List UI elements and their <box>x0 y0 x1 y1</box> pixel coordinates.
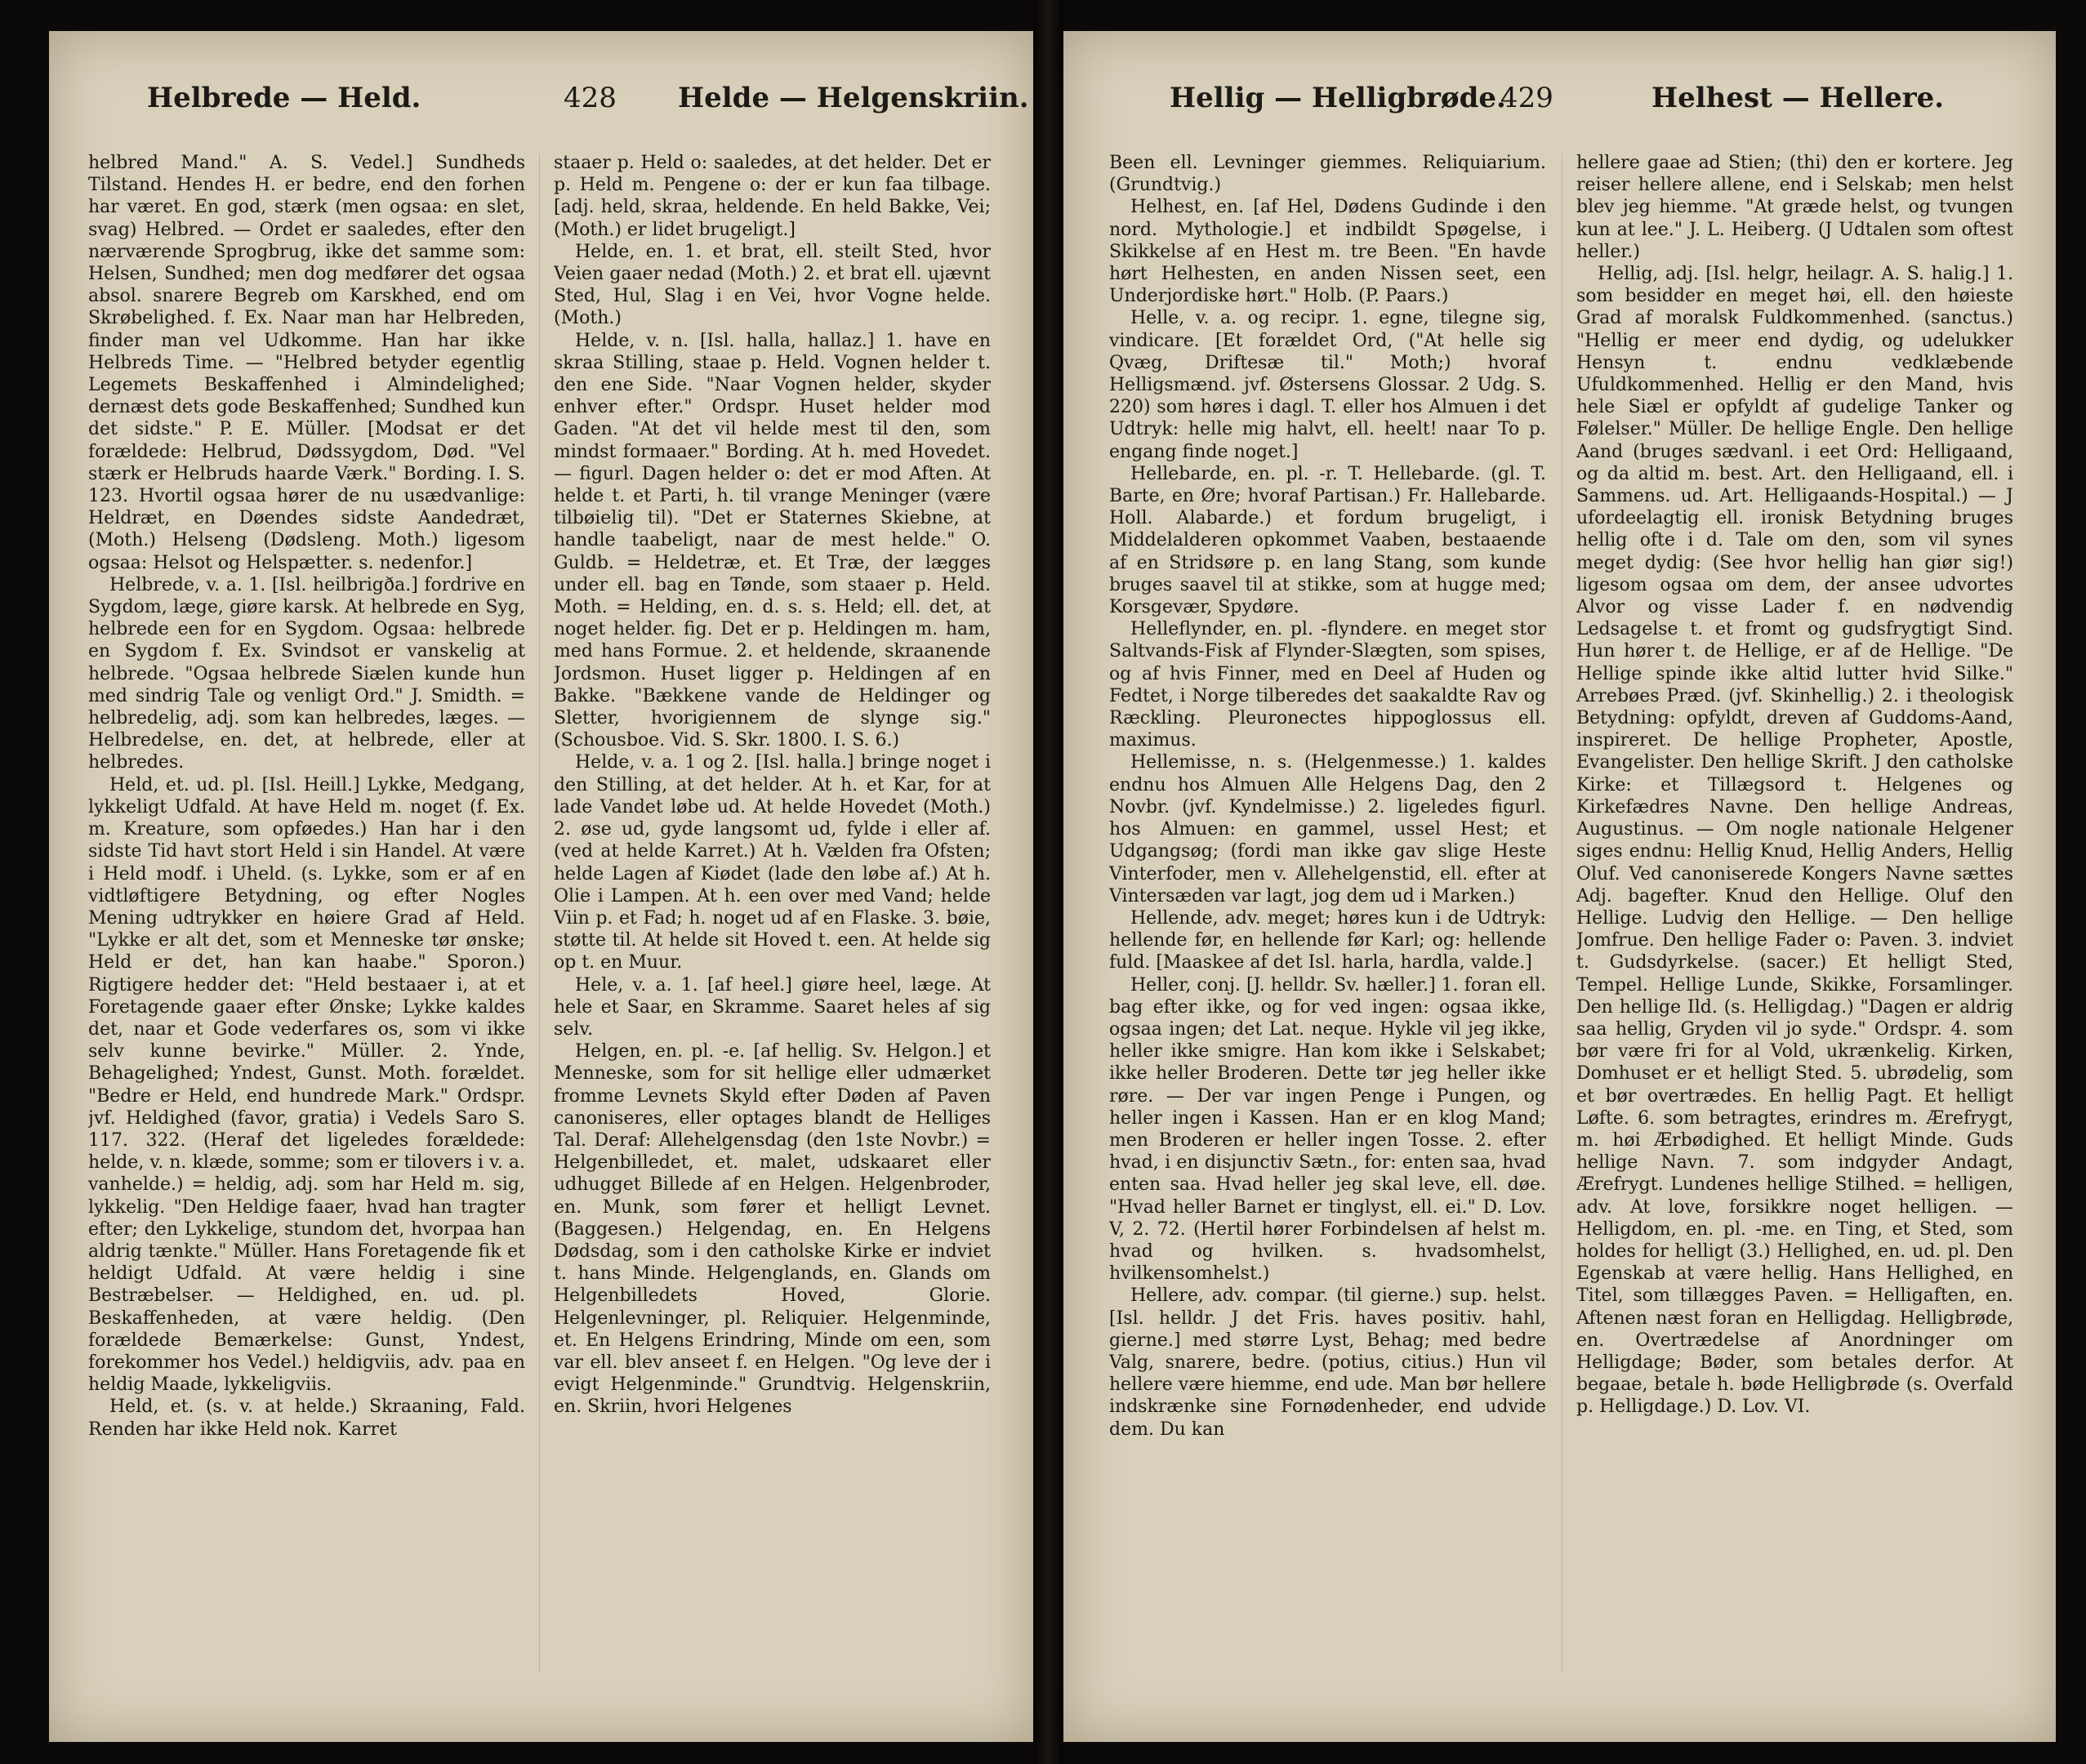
header-guide-word-left: Helbrede — Held. <box>147 82 421 114</box>
entry-paragraph: Hellende, adv. meget; høres kun i de Udtryk: hellende før, en hellende før Karl; og: hellende fuld. [Maaskee af det Isl. harla, hardla, valde.] <box>1109 907 1546 973</box>
column-divider <box>539 154 540 1673</box>
entry-paragraph: Helde, v. a. 1 og 2. [Isl. halla.] bringe noget i den Stilling, at det helder. At h. et Kar, for at lade Vandet løbe ud. At helde Hovedet (Moth.) 2. øse ud, gyde langsomt ud, fylde i eller af. (ved at helde Karret.) At h. Vælden fra Ofsten; helde Lagen af Kiødet (lade den løbe af.) At h. Olie i Lampen. At h. een over med Vand; helde Viin p. et Fad; h. noget ud af en Flaske. 3. bøie, støtte til. At helde sit Hoved t. een. At helde sig op t. en Muur. <box>554 752 991 973</box>
entry-paragraph: Held, et. (s. v. at helde.) Skraaning, Fald. Renden har ikke Held nok. Karret <box>88 1396 525 1440</box>
left-page <box>49 31 1033 1742</box>
right-page <box>1063 31 2056 1742</box>
entry-paragraph: Helde, v. n. [Isl. halla, hallaz.] 1. have en skraa Stilling, staae p. Held. Vognen helder t. den ene Side. "Naar Vognen helder, skyder enhver efter." Ordspr. Huset helder mod Gaden. "At det vil helde mest til den, som mindst formaaer." Bording. At h. med Hovedet. — figurl. Dagen helder o: det er mod Aften. At helde t. et Parti, h. til vrange Meninger (være tilbøielig til). "Det er Staternes Skiebne, at handle taabeligt, naar de mest helde." O. Guldb. = Heldetræ, et. Et Træ, der lægges under ell. bag en Tønde, som staaer p. Held. Moth. = Helding, en. d. s. s. Held; ell. det, at noget helder. fig. Det er p. Heldingen m. ham, med hans Formue. 2. et heldende, skraanende Jordsmon. Huset ligger p. Heldingen af en Bakke. "Bækkene vande de Heldinger og Sletter, hvorigiennem de slynge sig." (Schousboe. Vid. S. Skr. 1800. I. S. 6.) <box>554 330 991 751</box>
entry-paragraph: Hele, v. a. 1. [af heel.] giøre heel, læge. At hele et Saar, en Skramme. Saaret heles af sig selv. <box>554 974 991 1040</box>
entry-paragraph: Helbrede, v. a. 1. [Isl. heilbrigða.] fordrive en Sygdom, læge, giøre karsk. At helbrede en Syg, helbrede een for en Sygdom. Ogsaa: helbrede en Sygdom f. Ex. Svindsot er vanskelig at helbrede. "Ogsaa helbrede Siælen kunde hun med sindrig Tale og venligt Ord." J. Smidth. = helbredelig, adj. som kan helbredes, læges. — Helbredelse, en. det, at helbrede, eller at helbredes. <box>88 574 525 773</box>
entry-paragraph: staaer p. Held o: saaledes, at det helder. Det er p. Held m. Pengene o: der er kun faa tilbage. [adj. held, skraa, heldende. En held Bakke, Vei; (Moth.) er lidet brugeligt.] <box>554 153 991 240</box>
page-number: 428 <box>564 82 617 114</box>
entry-paragraph: Hellere, adv. compar. (til gierne.) sup. helst. [Isl. helldr. J det Fris. haves positiv. hahl, gierne.] med større Lyst, Behag; med bedre Valg, snarere, bedre. (potius, citius.) Hun vil hellere være hiemme, end ude. Man bør hellere indskrænke sine Fornødenheder, end udvide dem. Du kan <box>1109 1285 1546 1440</box>
entry-paragraph: Helleflynder, en. pl. -flyndere. en meget stor Saltvands-Fisk af Flynder-Slægten, som spises, og af hvis Finner, med en Deel af Huden og Fedtet, i Norge tilberedes det saakaldte Rav og Ræckling. Pleuronectes hippoglossus ell. maximus. <box>1109 619 1546 751</box>
entry-paragraph: Helgen, en. pl. -e. [af hellig. Sv. Helgon.] et Menneske, som for sit hellige eller udmærket fromme Levnets Skyld efter Døden af Paven canoniseres, eller optages blandt de Helliges Tal. Deraf: Allehelgensdag (den 1ste Novbr.) = Helgenbilledet, et. malet, udskaaret eller udhugget Billede af en Helgen. Helgenbroder, en. Munk, som fører et helligt Levnet. (Baggesen.) Helgendag, en. En Helgens Dødsdag, som i den catholske Kirke er indviet t. hans Minde. Helgenglands, en. Glands om Helgenbilledets Hoved, Glorie. Helgenlevninger, pl. Reliquier. Helgenminde, et. En Helgens Erindring, Minde om een, som var ell. blev anseet f. en Helgen. "Og leve der i evigt Helgenminde." Grundtvig. Helgenskriin, en. Skriin, hvori Helgenes <box>554 1041 991 1418</box>
right-page-column-1 <box>1109 152 1546 1679</box>
entry-paragraph: Helle, v. a. og recipr. 1. egne, tilegne sig, vindicare. [Et forældet Ord, ("At helle sig Qvæg, Driftesæ til." Moth;) hvoraf Helligsmænd. jvf. Østersens Glossar. 2 Udg. S. 220) som høres i dagl. T. eller hos Almuen i det Udtryk: helle mig halvt, ell. heelt! naar To p. engang finde noget.] <box>1109 308 1546 462</box>
left-page-column-1 <box>88 152 525 1679</box>
right-page-column-2 <box>1576 152 2013 1679</box>
page-number: 429 <box>1500 82 1553 114</box>
book-spine <box>1033 0 1063 1764</box>
entry-paragraph: Held, et. ud. pl. [Isl. Heill.] Lykke, Medgang, lykkeligt Udfald. At have Held m. noget (f. Ex. m. Kreature, som opføedes.) Han har i den sidste Tid havt stort Held i sin Handel. At være i Held modf. i Uheld. (s. Lykke, som er af en vidtløftigere Betydning, og efter Nogles Mening udtrykker en høiere Grad af Held. "Lykke er alt det, som et Menneske tør ønske; Held er det, han kan haabe." Sporon.) Rigtigere hedder det: "Held bestaaer i, at et Foretagende gaaer efter Ønske; Lykke kaldes det, naar et Gode vederfares os, som vi ikke selv kunne bevirke." Müller. 2. Ynde, Behagelighed; Yndest, Gunst. Moth. forældet. "Bedre er Held, end hundrede Mark." Ordspr. jvf. Heldighed (favor, gratia) i Vedels Saro S. 117. 322. (Heraf det ligeledes forældede: helde, v. n. klæde, somme; som er tilovers i v. a. vanhelde.) = heldig, adj. som har Held m. sig, lykkelig. "Den Heldige faaer, hvad han tragter efter; den Lykkelige, stundom det, hvorpaa han aldrig tænkte." Müller. Hans Foretagende fik et heldigt Udfald. At være heldig i sine Bestræbelser. — Heldighed, en. ud. pl. Beskaffenheden, at være heldig. (Den forældede Bemærkelse: Gunst, Yndest, forekommer hos Vedel.) heldigviis, adv. paa en heldig Maade, lykkeligviis. <box>88 774 525 1396</box>
entry-paragraph: Helde, en. 1. et brat, ell. steilt Sted, hvor Veien gaaer nedad (Moth.) 2. et brat ell. ujævnt Sted, Hul, Slag i en Vei, hvor Vogne helde. (Moth.) <box>554 241 991 329</box>
right-page-header <box>1063 82 2056 139</box>
entry-paragraph: Hellemisse, n. s. (Helgenmesse.) 1. kaldes endnu hos Almuen Alle Helgens Dag, den 2 Novbr. (jvf. Kyndelmisse.) 2. ligeledes figurl. hos Almuen: en gammel, ussel Hest; et Udgangsøg; (fordi man ikke gav slige Heste Vinterfoder, men v. Allehelgenstid, ell. efter at Vintersæden var lagt, jog dem ud i Marken.) <box>1109 752 1546 906</box>
entry-paragraph: Been ell. Levninger giemmes. Reliquiarium. (Grundtvig.) <box>1109 153 1546 196</box>
left-page-header <box>49 82 1033 139</box>
header-guide-word-right: Helhest — Hellere. <box>1651 82 1945 114</box>
entry-paragraph: Hellig, adj. [Isl. helgr, heilagr. A. S. halig.] 1. som besidder en meget høi, ell. den høieste Grad af moralsk Fuldkommenhed. (sanctus.) "Hellig er meer end dydig, og udelukker Hensyn t. endnu vedklæbende Ufuldkommenhed. Hellig er den Mand, hvis hele Siæl er opfyldt af gudelige Tanker og Følelser." Müller. De hellige Engle. Den hellige Aand (bruges sædvanl. i eet Ord: Helligaand, og da altid m. best. Art. den Helligaand, ell. i Sammens. ud. Art. Helligaands-Hospital.) — J ufordeelagtig ell. ironisk Betydning bruges hellig ofte i d. Tale om den, som vil synes meget dydig: (See hvor hellig han giør sig!) ligesom ogsaa om dem, der anseе udvortes Alvor og visse Lader f. en nødvendig Ledsagelse t. et fromt og gudsfrygtigt Sind. Hun hører t. de Hellige, er af de Hellige. "De Hellige spinde ikke altid lutter hvid Silke." Arrebøes Præd. (jvf. Skinhellig.) 2. i theologisk Betydning: opfyldt, dreven af Guddoms-Aand, inspireret. De hellige Propheter, Apostle, Evangelister. Den hellige Skrift. J den catholske Kirke: et Tillægsord t. Helgenes og Kirkefædres Navne. Den hellige Andreas, Augustinus. — Om nogle nationale Helgener siges endnu: Hellig Knud, Hellig Anders, Hellig Oluf. Ved canoniserede Kongers Navne sættes Adj. bagefter. Knud den Hellige. Oluf den Hellige. Ludvig den Hellige. — Den hellige Jomfrue. Den hellige Fader o: Paven. 3. indviet t. Gudsdyrkelse. (sacer.) Et helligt Sted, Tempel. Hellige Lunde, Skikke, Forsamlinger. Den hellige Ild. (s. Helligdag.) "Dagen er aldrig saa hellig, Gryden vil jo syde." Ordspr. 4. som bør være fri for al Vold, ukrænkelig. Kirken, Domhuset er et helligt Sted. 5. ubrødelig, som et bør overtrædes. En hellig Pagt. Et helligt Løfte. 6. som betragtes, erindres m. Ærefrygt, m. høi Ærbødighed. Et helligt Minde. Guds hellige Navn. 7. som indgyder Andagt, Ærefrygt. Lundenes hellige Stilhed. = helligen, adv. At love, forsikkre noget helligen. — Helligdom, en. pl. -me. en Ting, et Sted, som holdes for helligt (3.) Hellighed, en. ud. pl. Den Egenskab at være hellig. Hans Hellighed, en Titel, som tillægges Paven. = Helligaften, en. Aftenen næst foran en Helligdag. Helligbrøde, en. Overtrædelse af Anordninger om Helligdage; Bøder, som betales derfor. At begaae, betale h. bøde Helligbrøde (s. Overfald p. Helligdage.) D. Lov. VI. <box>1576 264 2013 1418</box>
entry-paragraph: Hellebarde, en. pl. -r. T. Hellebarde. (gl. T. Barte, en Øre; hvoraf Partisan.) Fr. Hallebarde. Holl. Alabarde.) et fordum brugeligt, i Middelalderen opkommet Vaaben, bestaaende af en Stridsøre p. en lang Stang, som kunde bruges saavel til at stikke, som at hugge med; Korsgevær, Spydøre. <box>1109 463 1546 618</box>
entry-paragraph: helbred Mand." A. S. Vedel.] Sundheds Tilstand. Hendes H. er bedre, end den forhen har været. En god, stærk (men ogsaa: en slet, svag) Helbred. — Ordet er saaledes, efter den nærværende Sprogbrug, ikke det samme som: Helsen, Sundhed; men dog medfører det ogsaa absol. snarere Begreb om Karskhed, end om Skrøbelighed. f. Ex. Naar man har Helbreden, finder man vel Udkomme. Han har ikke Helbreds Time. — "Helbred betyder egentlig Legemets Beskaffenhed i Almindelighed; dernæst dets gode Beskaffenhed; Sundhed kun det sidste." P. E. Müller. [Modsat er det forældede: Helbrud, Dødssygdom, Død. "Vel stærk er Helbruds haarde Værk." Bording. I. S. 123. Hvortil ogsaa hører de nu usædvanlige: Heldræt, en Døendes sidste Aandedræt, (Moth.) Helseng (Dødsleng. Moth.) ligesom ogsaa: Helsot og Helspætter. s. nedenfor.] <box>88 153 525 573</box>
entry-paragraph: Helhest, en. [af Hel, Dødens Gudinde i den nord. Mythologie.] et indbildt Spøgelse, i Skikkelse af en Hest m. tre Been. "En havde hørt Helhesten, en anden Nissen seet, een Underjordiske hørt." Holb. (P. Paars.) <box>1109 197 1546 307</box>
header-guide-word-left: Hellig — Helligbrøde. <box>1170 82 1506 114</box>
left-page-column-2 <box>554 152 991 1679</box>
entry-paragraph: hellere gaae ad Stien; (thi) den er kortere. Jeg reiser hellere allene, end i Selskab; men helst blev jeg hiemme. "At græde helst, og tvungen kun at lee." J. L. Heiberg. (J Udtalen som oftest heller.) <box>1576 153 2013 262</box>
entry-paragraph: Heller, conj. [J. helldr. Sv. hæller.] 1. foran ell. bag efter ikke, og for ved ingen: ogsaa ikke, ogsaa ingen; det Lat. neque. Hykle vil jeg ikke, heller ikke smigre. Han kom ikke i Selskabet; ikke heller Broderen. Dette tør jeg heller ikke røre. — Der var ingen Penge i Pungen, og heller ingen i Kassen. Han er en klog Mand; men Broderen er heller ingen Tosse. 2. efter hvad, i en disjunctiv Sætn., for: enten saa, hvad enten saa. Hvad heller jeg skal leve, ell. døe. "Hvad heller Barnet er tinglyst, ell. ei." D. Lov. V, 2. 72. (Hertil hører Forbindelsen af helst m. hvad og hvilken. s. hvadsomhelst, hvilkensomhelst.) <box>1109 974 1546 1285</box>
header-guide-word-right: Helde — Helgenskriin. <box>678 82 1029 114</box>
